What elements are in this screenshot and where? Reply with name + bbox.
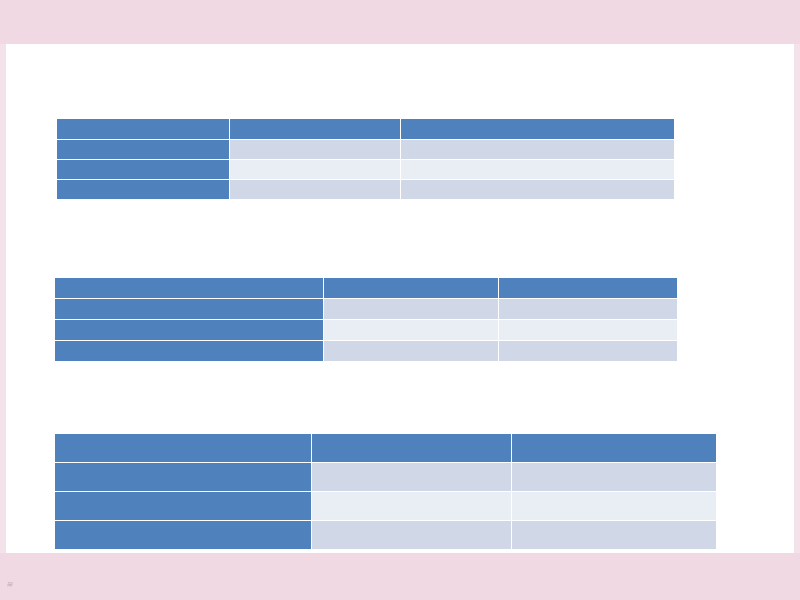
speed-cell[interactable] xyxy=(55,492,312,521)
column-header-time xyxy=(229,119,401,140)
time-cell[interactable] xyxy=(311,492,512,521)
time-cell[interactable] xyxy=(311,463,512,492)
speed-cell[interactable] xyxy=(57,160,230,180)
table-row xyxy=(55,299,678,320)
table-row xyxy=(55,320,678,341)
speed-cell[interactable] xyxy=(55,463,312,492)
speed-cell[interactable] xyxy=(55,341,324,362)
ornament-pattern-bottom xyxy=(0,553,800,600)
column-header-speed xyxy=(57,119,230,140)
speed-cell[interactable] xyxy=(57,180,230,200)
left-border xyxy=(0,44,6,553)
distance-cell[interactable] xyxy=(401,140,675,160)
top-ornament-band xyxy=(0,0,800,44)
table-header-row xyxy=(55,434,717,463)
table-row xyxy=(57,160,675,180)
distance-cell[interactable] xyxy=(512,521,717,550)
speed-cell[interactable] xyxy=(57,140,230,160)
table-row xyxy=(55,341,678,362)
column-header-time xyxy=(311,434,512,463)
column-header-speed xyxy=(55,434,312,463)
distance-cell[interactable] xyxy=(401,180,675,200)
column-header-time xyxy=(323,278,499,299)
group1-table xyxy=(56,118,675,200)
time-cell[interactable] xyxy=(323,320,499,341)
column-header-distance xyxy=(499,278,678,299)
distance-cell[interactable] xyxy=(401,160,675,180)
time-cell[interactable] xyxy=(229,180,401,200)
time-cell[interactable] xyxy=(229,140,401,160)
table-row xyxy=(57,180,675,200)
speed-cell[interactable] xyxy=(55,299,324,320)
column-header-distance xyxy=(512,434,717,463)
group3-table xyxy=(54,433,717,550)
table-header-row xyxy=(57,119,675,140)
table-row xyxy=(57,140,675,160)
distance-cell[interactable] xyxy=(512,492,717,521)
distance-cell[interactable] xyxy=(499,299,678,320)
time-cell[interactable] xyxy=(229,160,401,180)
group2-table xyxy=(54,277,678,362)
table-header-row xyxy=(55,278,678,299)
right-border xyxy=(794,44,800,553)
distance-cell[interactable] xyxy=(512,463,717,492)
watermark-logo: ≋ xyxy=(6,580,13,589)
column-header-speed xyxy=(55,278,324,299)
time-cell[interactable] xyxy=(311,521,512,550)
table-row xyxy=(55,463,717,492)
distance-cell[interactable] xyxy=(499,341,678,362)
distance-cell[interactable] xyxy=(499,320,678,341)
bottom-ornament-band xyxy=(0,553,800,600)
table-row xyxy=(55,492,717,521)
table-row xyxy=(55,521,717,550)
time-cell[interactable] xyxy=(323,299,499,320)
ornament-pattern-top xyxy=(0,0,800,44)
speed-cell[interactable] xyxy=(55,521,312,550)
time-cell[interactable] xyxy=(323,341,499,362)
speed-cell[interactable] xyxy=(55,320,324,341)
column-header-distance xyxy=(401,119,675,140)
